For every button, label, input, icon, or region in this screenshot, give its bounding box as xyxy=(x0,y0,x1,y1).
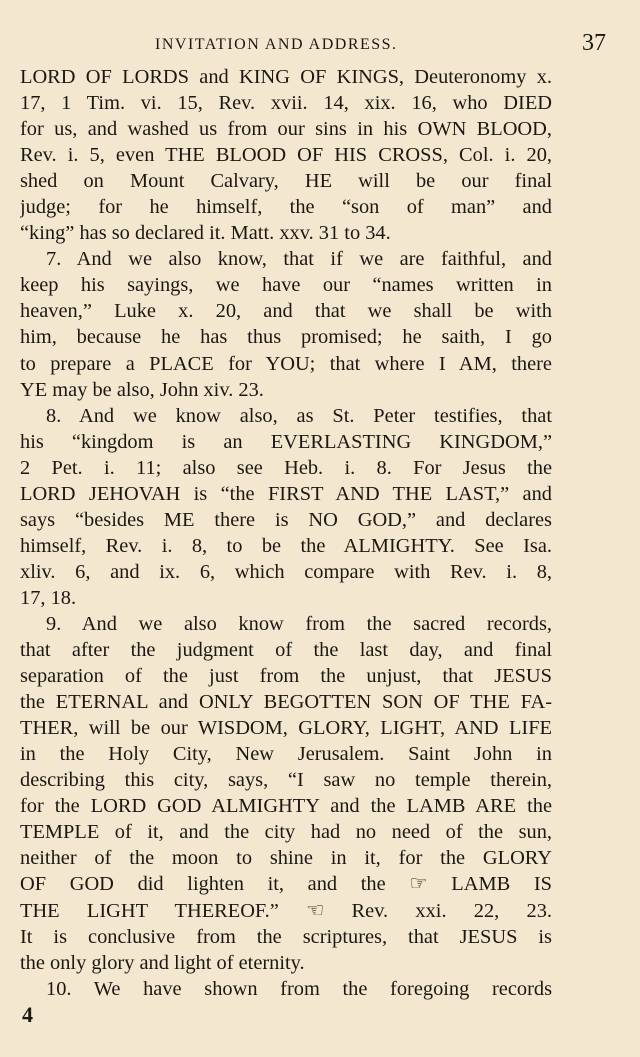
text-line: the ETERNAL and ONLY BEGOTTEN SON OF THE FA- xyxy=(20,691,552,714)
text-line: LORD JEHOVAH is “the FIRST AND THE LAST,” and xyxy=(20,482,552,505)
page-header xyxy=(20,32,620,62)
signature-mark: 4 xyxy=(22,1002,33,1027)
paragraph-7-start: 7. And we also know, that if we are faithful, and xyxy=(46,248,552,271)
running-head: INVITATION AND ADDRESS. xyxy=(155,36,398,53)
text-line: describing this city, says, “I saw no temple therein, xyxy=(20,769,552,792)
text-line: shed on Mount Calvary, HE will be our final xyxy=(20,170,552,193)
text-line: YE may be also, John xiv. 23. xyxy=(20,378,264,401)
text-line: 17, 18. xyxy=(20,586,77,609)
text-line: for the LORD GOD ALMIGHTY and the LAMB ARE the xyxy=(20,795,552,818)
text-line: LORD OF LORDS and KING OF KINGS, Deuteronomy x. xyxy=(20,66,552,88)
text-line: to prepare a PLACE for YOU; that where I AM, there xyxy=(20,352,552,375)
text-line: the only glory and light of eternity. xyxy=(20,951,305,974)
text-line: 17, 1 Tim. vi. 15, Rev. xvii. 14, xix. 16, who DIED xyxy=(20,92,552,115)
text-line: says “besides ME there is NO GOD,” and declares xyxy=(20,508,552,531)
text-line: 2 Pet. i. 11; also see Heb. i. 8. For Jesus the xyxy=(20,456,552,479)
paragraph-8-start: 8. And we know also, as St. Peter testifies, that xyxy=(46,404,552,427)
paragraph-9-start: 9. And we also know from the sacred records, xyxy=(46,612,552,635)
text-line: himself, Rev. i. 8, to be the ALMIGHTY. See Isa. xyxy=(20,534,552,557)
text-line: Rev. i. 5, even THE BLOOD OF HIS CROSS, Col. i. 20, xyxy=(20,144,552,167)
text-line: that after the judgment of the last day, and final xyxy=(20,639,552,662)
text-line: separation of the just from the unjust, that JESUS xyxy=(20,665,552,688)
page-number: 37 xyxy=(582,30,606,56)
text-line: him, because he has thus promised; he saith, I go xyxy=(20,326,552,349)
paragraph-10-start: 10. We have shown from the foregoing records xyxy=(46,977,552,1000)
text-line: “king” has so declared it. Matt. xxv. 31 to 34. xyxy=(20,222,391,245)
text-line: THER, will be our WISDOM, GLORY, LIGHT, AND LIFE xyxy=(20,717,552,740)
text-line: judge; for he himself, the “son of man” and xyxy=(20,196,552,219)
text-line: his “kingdom is an EVERLASTING KINGDOM,” xyxy=(20,430,552,453)
text-line: THE LIGHT THEREOF.” ☜ Rev. xxi. 22, 23. xyxy=(20,899,552,922)
text-line: for us, and washed us from our sins in his OWN BLOOD, xyxy=(20,118,552,141)
text-line: keep his sayings, we have our “names written in xyxy=(20,274,552,297)
text-line: OF GOD did lighten it, and the ☞ LAMB IS xyxy=(20,873,552,896)
text-line: in the Holy City, New Jerusalem. Saint John in xyxy=(20,743,552,766)
text-line: TEMPLE of it, and the city had no need of the sun, xyxy=(20,821,552,844)
text-line: It is conclusive from the scriptures, that JESUS is xyxy=(20,925,552,948)
body-text xyxy=(20,64,552,1002)
text-line: xliv. 6, and ix. 6, which compare with Rev. i. 8, xyxy=(20,560,552,583)
text-line: neither of the moon to shine in it, for the GLORY xyxy=(20,847,552,870)
text-line: heaven,” Luke x. 20, and that we shall be with xyxy=(20,300,552,323)
